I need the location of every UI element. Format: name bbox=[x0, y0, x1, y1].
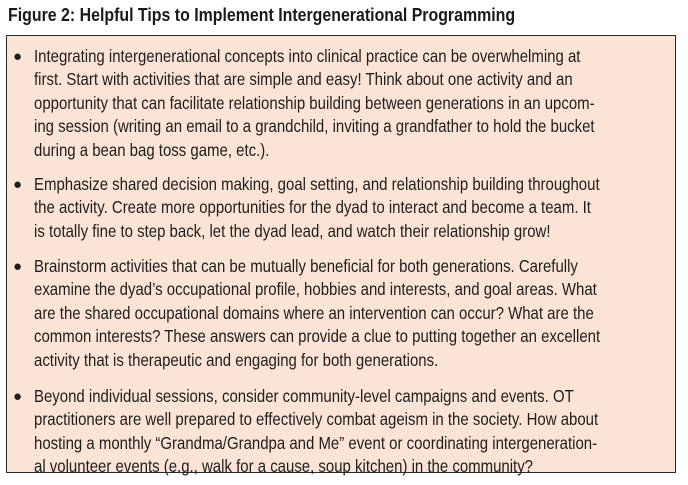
tip-line: activity that is therapeutic and engaging for both generations. bbox=[34, 349, 439, 370]
bullet-icon: ● bbox=[13, 258, 23, 275]
bullet-icon: ● bbox=[13, 48, 23, 65]
tip-line: are the shared occupational domains where an intervention can occur? What are the bbox=[34, 302, 594, 323]
tip-text bbox=[34, 255, 600, 372]
tip-line: al volunteer events (e.g., walk for a cause, soup kitchen) in the community? bbox=[34, 456, 534, 477]
tip-line: practitioners are well prepared to effectively combat ageism in the society. How about bbox=[34, 409, 599, 430]
tip-line: the activity. Create more opportunities for the dyad to interact and become a team. It bbox=[34, 197, 591, 218]
tips-box bbox=[6, 35, 676, 477]
tip-line: ing session (writing an email to a grandchild, inviting a grandfather to hold the bucket bbox=[34, 116, 595, 137]
tip-line: opportunity that can facilitate relationship building between generations in an upcom- bbox=[34, 92, 595, 113]
tip-line: Beyond individual sessions, consider community-level campaigns and events. OT bbox=[34, 386, 574, 406]
tip-line: common interests? These answers can provide a clue to putting together an excellent bbox=[34, 326, 601, 347]
tip-text bbox=[34, 173, 600, 243]
tip-line: Integrating intergenerational concepts into clinical practice can be overwhelming at bbox=[34, 46, 581, 66]
tip-line: first. Start with activities that are simple and easy! Think about one activity and an bbox=[34, 69, 573, 90]
tip-line: hosting a monthly “Grandma/Grandpa and Me” event or coordinating intergeneration- bbox=[34, 432, 598, 453]
tip-line: examine the dyad’s occupational profile, hobbies and interests, and goal areas. What bbox=[34, 279, 597, 300]
bullet-icon: ● bbox=[13, 388, 23, 405]
tip-text bbox=[34, 385, 598, 479]
bullet-icon: ● bbox=[13, 176, 23, 193]
tip-line: Brainstorm activities that can be mutually beneficial for both generations. Carefully bbox=[34, 256, 578, 276]
tip-text bbox=[34, 45, 595, 162]
tip-line: Emphasize shared decision making, goal setting, and relationship building throughout bbox=[34, 174, 600, 194]
tip-line: during a bean bag toss game, etc.). bbox=[34, 139, 270, 160]
figure-title: Figure 2: Helpful Tips to Implement Intergenerational Programming bbox=[8, 4, 516, 25]
tip-line: is totally fine to step back, let the dyad lead, and watch their relationship grow! bbox=[34, 220, 551, 241]
